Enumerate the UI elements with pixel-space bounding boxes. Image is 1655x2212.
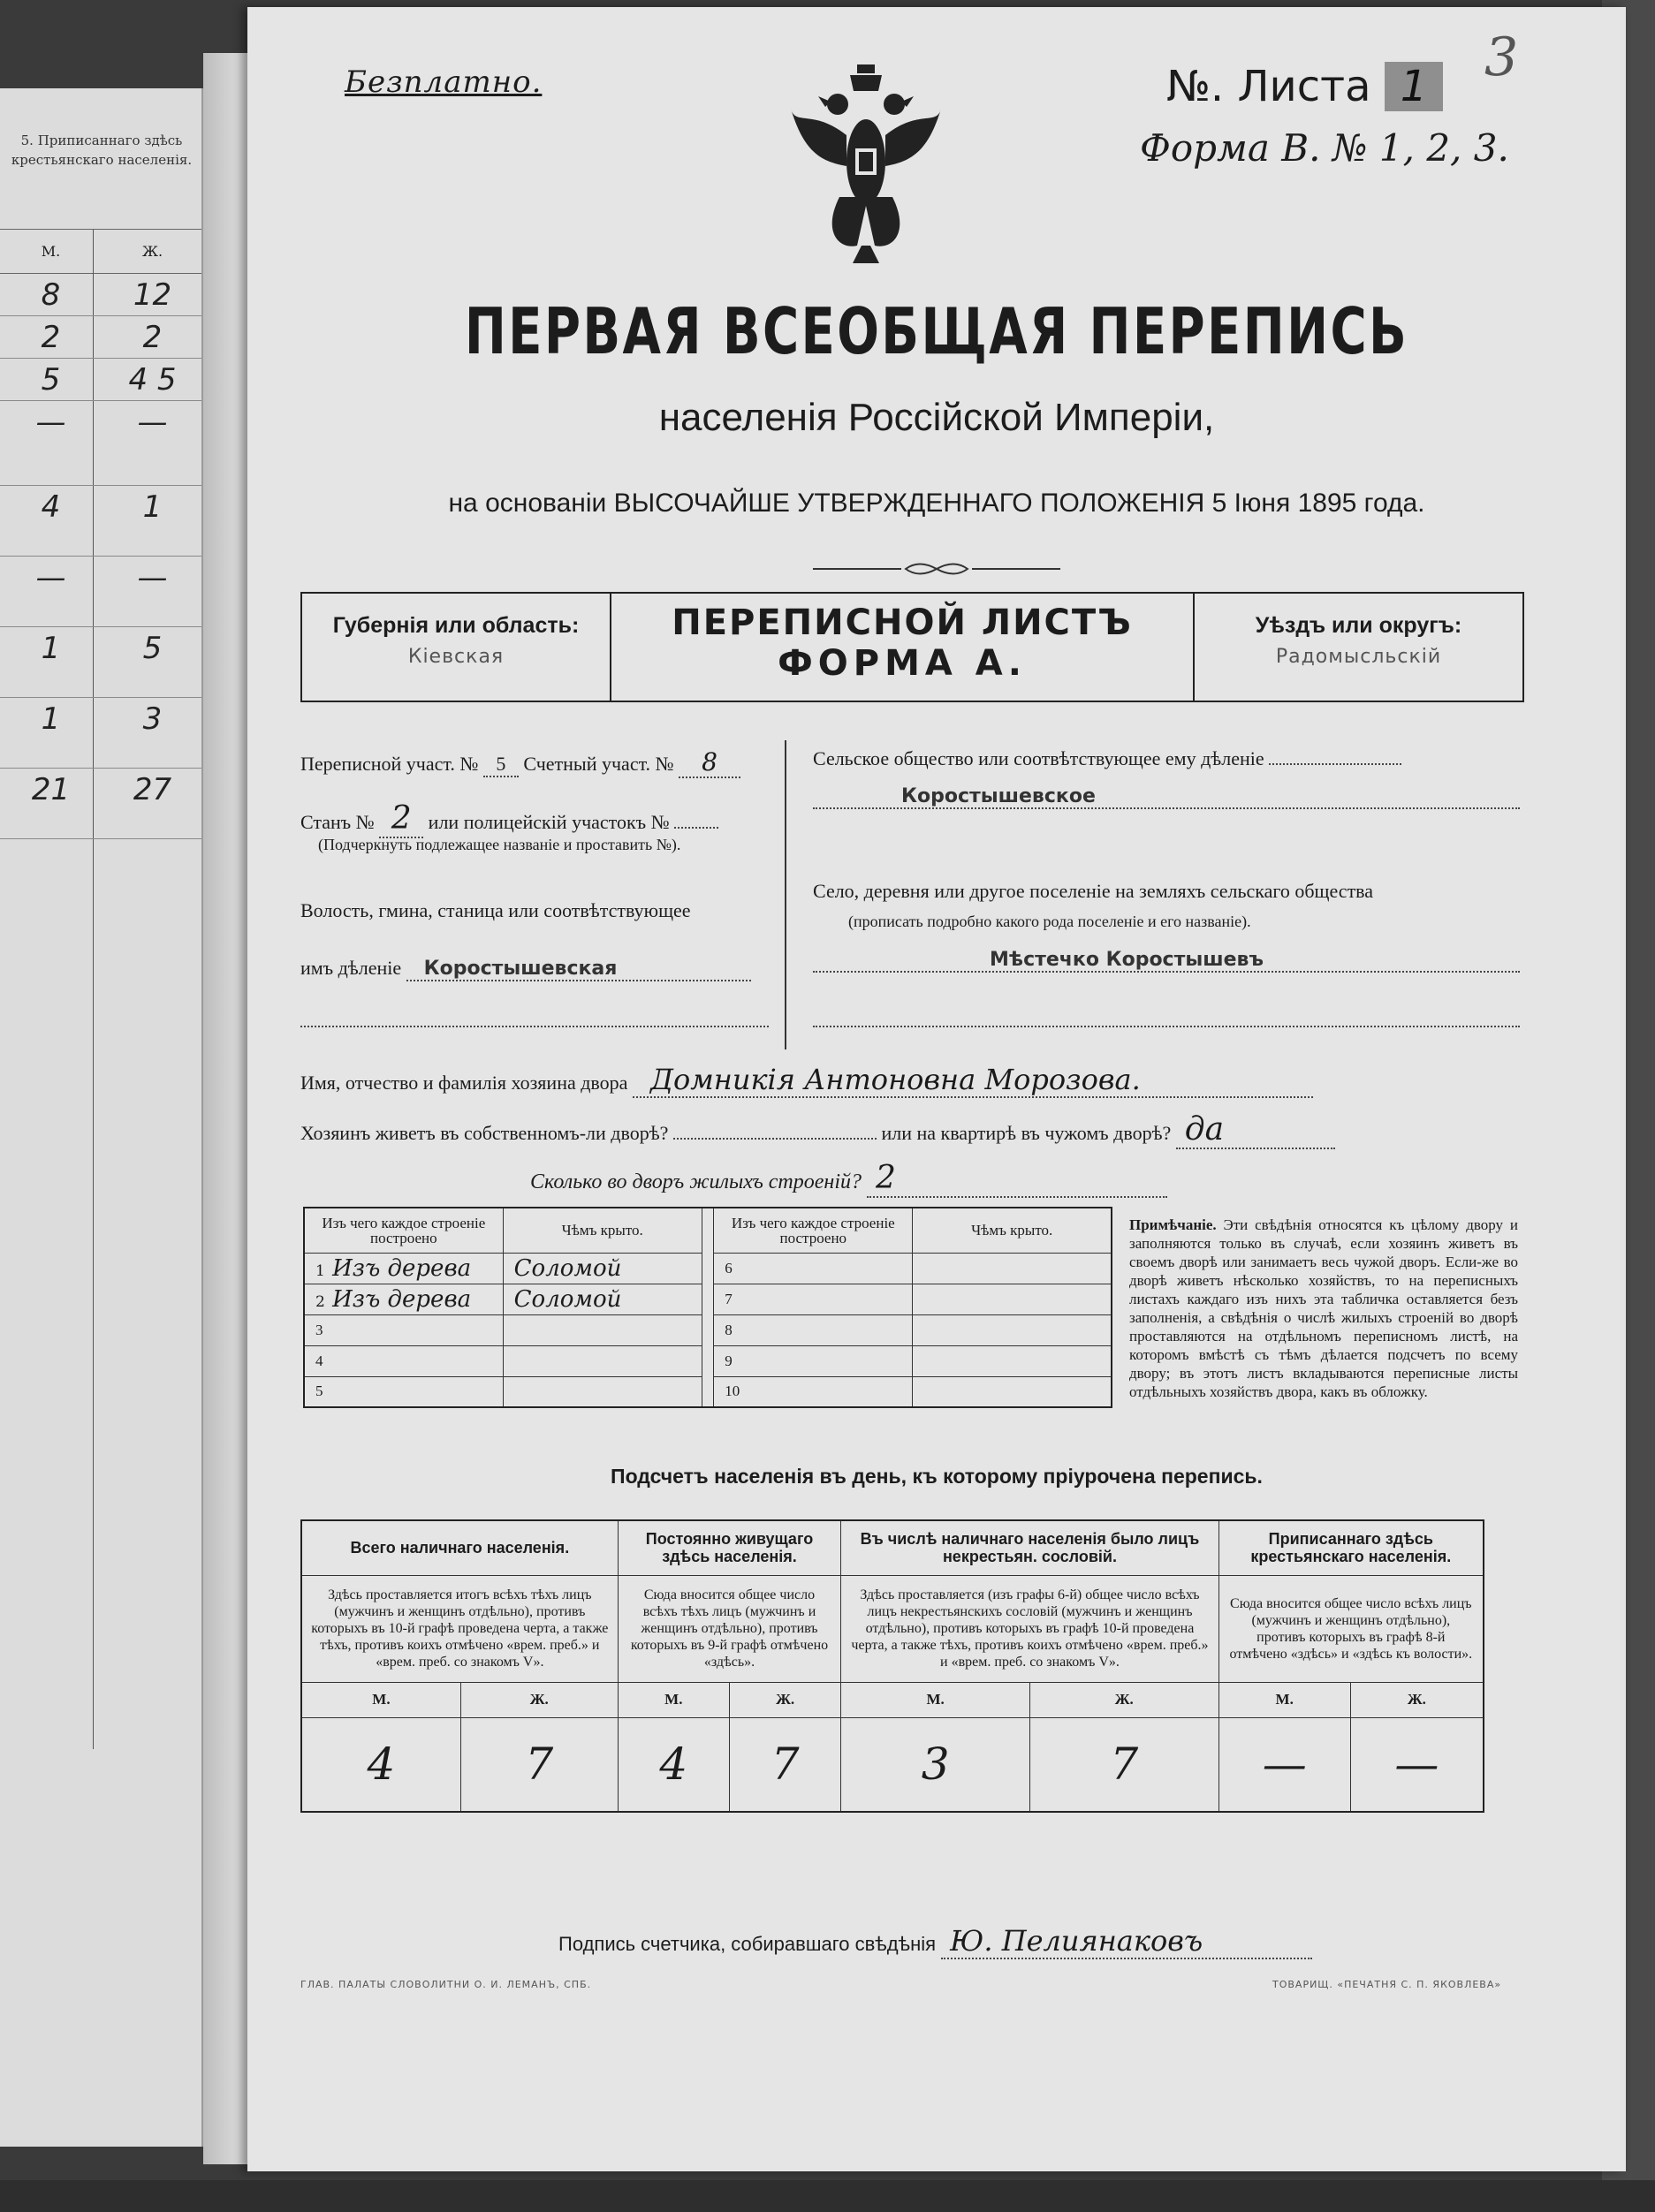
footnote xyxy=(1129,1216,1518,1401)
table-row: 1 Изъ дерева Соломой 6 xyxy=(304,1253,1112,1284)
left-row: — — xyxy=(0,401,203,486)
count-group-title: Постоянно живущаго здѣсь населенія. xyxy=(618,1520,841,1575)
left-col-zh: Ж. xyxy=(141,243,163,260)
left-row: 2 2 xyxy=(0,316,203,359)
form-title: ФОРМА А. xyxy=(778,643,1027,684)
count-value-m: 4 xyxy=(301,1717,460,1812)
volost-extra-line xyxy=(300,1010,769,1033)
left-row: — — xyxy=(0,557,203,627)
count-value-m: 3 xyxy=(841,1717,1030,1812)
fields-divider xyxy=(785,740,786,1049)
count-plot-value: 8 xyxy=(679,747,740,778)
left-row: 4 1 xyxy=(0,486,203,557)
book-spine xyxy=(203,53,247,2164)
imprint-right: ТОВАРИЩ. «ПЕЧАТНЯ С. П. ЯКОВЛЕВА» xyxy=(1272,1979,1502,1990)
document-subtitle: населенія Россійской Имперіи, xyxy=(658,396,1215,439)
census-plot-field: Переписной участ. № 5 Счетный участ. № 8 xyxy=(300,747,740,778)
list-title: ПЕРЕПИСНОЙ ЛИСТЪ xyxy=(672,602,1133,643)
left-row: 8 12 xyxy=(0,274,203,316)
count-title: Подсчетъ населенія въ день, къ которому пріурочена перепись. xyxy=(611,1465,1263,1488)
stan-value: 2 xyxy=(379,800,423,838)
signature-value: Ю. Пелиянаковъ xyxy=(941,1924,1312,1959)
page-number: 3 xyxy=(1484,27,1519,88)
owner-value: Домникія Антоновна Морозова. xyxy=(633,1063,1313,1098)
left-row: 5 4 5 xyxy=(0,359,203,401)
owner-field: Имя, отчество и фамилія хозяина двора Домникія Антоновна Морозова. xyxy=(300,1063,1313,1098)
count-value-zh: — xyxy=(1350,1717,1484,1812)
left-col-m: М. xyxy=(41,243,61,260)
village-value: Мѣстечко Коростышевъ xyxy=(813,949,1520,973)
imprint-left: ГЛАВ. ПАЛАТЫ СЛОВОЛИТНИ О. И. ЛЕМАНЪ, СПБ. xyxy=(300,1979,592,1990)
bld-h-material: Изъ чего каждое строеніе построено xyxy=(304,1208,503,1253)
count-group-desc: Здѣсь проставляется (изъ графы 6-й) общее число всѣхъ лицъ некрестьянскихъ сословій (мужчинъ и женщинъ отдѣльно), противъ которыхъ въ графѣ 10-й проведена черта, а также тѣхъ, противъ коихъ отмѣчено «врем. преб.» и «врем. преб. со знакомъ V». xyxy=(841,1575,1218,1682)
footnote-title: Примѣчаніе. xyxy=(1129,1216,1217,1233)
list-title-cell xyxy=(611,594,1195,701)
buildings-count-value: 2 xyxy=(867,1160,1167,1198)
village-value-line xyxy=(813,948,1520,973)
society-field: Сельское общество или соотвѣтствующее ему дѣленіе xyxy=(813,747,1401,770)
count-group-title: Всего наличнаго населенія. xyxy=(301,1520,618,1575)
document-title: ПЕРВАЯ ВСЕОБЩАЯ ПЕРЕПИСЬ xyxy=(464,294,1409,368)
bld-h-material-2: Изъ чего каждое строеніе построено xyxy=(714,1208,913,1253)
ornament-divider xyxy=(813,559,1060,579)
census-plot-value: 5 xyxy=(483,753,519,777)
count-value-m: 4 xyxy=(618,1717,729,1812)
table-row: 4 9 xyxy=(304,1345,1112,1376)
residence-field: Хозяинъ живетъ въ собственномъ-ли дворѣ? или на квартирѣ въ чужомъ дворѣ? да xyxy=(300,1111,1335,1149)
table-row: 2 Изъ дерева Соломой 7 xyxy=(304,1284,1112,1314)
count-group-desc: Здѣсь проставляется итогъ всѣхъ тѣхъ лицъ (мужчинъ и женщинъ отдѣльно), противъ которыхъ въ 10-й графѣ проведена черта, а также тѣхъ, противъ коихъ отмѣчено «врем. преб.» и «врем. преб. со знакомъ V». xyxy=(301,1575,618,1682)
form-handwritten-note: Форма В. № 1, 2, 3. xyxy=(1140,126,1509,170)
left-page-header: 5. Приписаннаго здѣсь крестьянскаго населенія. xyxy=(0,115,203,230)
count-group-desc: Сюда вносится общее число всѣхъ тѣхъ лицъ (мужчинъ и женщинъ отдѣльно), противъ которыхъ въ 9-й графѣ отмѣчено «здѣсь». xyxy=(618,1575,841,1682)
stan-note: (Подчеркнуть подлежащее названіе и проставить №). xyxy=(318,836,681,853)
free-label: Безплатно. xyxy=(345,64,543,100)
society-value: Коростышевское xyxy=(813,785,1520,809)
count-group-desc: Сюда вносится общее число всѣхъ лицъ (мужчинъ и женщинъ отдѣльно), противъ которыхъ въ графѣ 8-й отмѣчено «здѣсь» и «здѣсь къ волости». xyxy=(1218,1575,1484,1682)
left-total-row: 21 27 xyxy=(0,769,203,839)
document-basis: на основаніи ВЫСОЧАЙШЕ УТВЕРЖДЕННАГО ПОЛОЖЕНІЯ 5 Іюня 1895 года. xyxy=(448,489,1425,518)
sheet-number-label: №. Листа xyxy=(1166,62,1371,111)
signature-field: Подпись счетчика, собиравшаго свѣдѣнія Ю. Пелиянаковъ xyxy=(558,1924,1312,1959)
village-note: (прописать подробно какого рода поселеніе и его названіе). xyxy=(848,913,1251,930)
bld-h-roof-2: Чѣмъ крыто. xyxy=(913,1208,1112,1253)
bld-h-roof: Чѣмъ крыто. xyxy=(503,1208,702,1253)
footnote-text: Эти свѣдѣнія относятся къ цѣлому двору и заполняются только въ случаѣ, если хозяинъ живетъ въ своемъ дворѣ или занимаетъ весь чужой дворъ. Если-же во дворѣ живетъ нѣсколько хозяйствъ, то на переписныхъ листахъ каждаго изъ нихъ эта табличка оставляется безъ заполненія, а свѣдѣнія о числѣ жилыхъ строеній во дворѣ проставляются на отдѣльномъ переписномъ листѣ, на которомъ вмѣстѣ съ тѣмъ дѣлается подсчетъ по всему двору; въ этотъ листъ вкладываются переписные листы отдѣльныхъ хозяйствъ двора, какъ въ обложку. xyxy=(1129,1216,1518,1400)
table-row: 5 10 xyxy=(304,1376,1112,1407)
population-count-table: Всего наличнаго населенія. Постоянно живущаго здѣсь населенія. Въ числѣ наличнаго населенія было лицъ некрестьян. сословій. Приписаннаго здѣсь крестьянскаго населенія. Здѣсь проставляется итогъ всѣхъ тѣхъ лицъ (мужчинъ и женщинъ отдѣльно), противъ которыхъ въ 10-й графѣ проведена черта, а также тѣхъ, противъ коихъ отмѣчено «врем. преб.» и «врем. преб. со знакомъ V». Сюда вносится общее число всѣхъ тѣхъ лицъ (мужчинъ и женщинъ отдѣльно), противъ которыхъ въ 9-й графѣ отмѣчено «здѣсь». Здѣсь проставляется (изъ графы 6-й) общее число всѣхъ лицъ некрестьянскихъ сословій (мужчинъ и женщинъ отдѣльно), противъ которыхъ въ графѣ 10-й проведена черта, а также тѣхъ, противъ коихъ отмѣчено «врем. преб.» и «врем. преб. со знакомъ V». Сюда вносится общее число всѣхъ лицъ (мужчинъ и женщинъ отдѣльно), противъ которыхъ въ графѣ 8-й отмѣчено «здѣсь» и «здѣсь къ волости». М. Ж. М. Ж. М. Ж. М. Ж. 4 7 4 7 3 7 — — xyxy=(300,1519,1484,1813)
count-group-title: Приписаннаго здѣсь крестьянскаго населенія. xyxy=(1218,1520,1484,1575)
background-bottom xyxy=(0,2180,1655,2212)
table-row: 3 8 xyxy=(304,1314,1112,1345)
double-headed-eagle-icon xyxy=(786,56,945,268)
left-row: 1 5 xyxy=(0,627,203,698)
gubernia-value: Кіевская xyxy=(407,646,505,668)
stan-field: Станъ № 2 или полицейскій участокъ № xyxy=(300,800,718,838)
header-box xyxy=(300,592,1524,702)
left-row: 1 3 xyxy=(0,698,203,769)
sheet-number-value: 1 xyxy=(1385,62,1444,111)
gubernia-label: Губернія или область: xyxy=(332,613,580,638)
village-label: Село, деревня или другое поселеніе на земляхъ сельскаго общества xyxy=(813,880,1374,902)
left-page-fragment xyxy=(0,88,203,2147)
volost-field: имъ дѣленіе Коростышевская xyxy=(300,957,751,981)
count-value-zh: 7 xyxy=(729,1717,840,1812)
census-sheet xyxy=(247,7,1626,2171)
society-value-line xyxy=(813,784,1520,809)
buildings-count-field: Сколько во дворъ жилыхъ строеній? 2 xyxy=(530,1160,1167,1198)
uezd-cell xyxy=(1195,594,1522,701)
sheet-number xyxy=(1166,62,1443,111)
uezd-label: Уѣздъ или округъ: xyxy=(1255,613,1462,638)
village-extra-line xyxy=(813,1010,1520,1033)
buildings-table xyxy=(303,1207,1112,1408)
left-page-subheader xyxy=(0,230,203,274)
count-value-zh: 7 xyxy=(1029,1717,1218,1812)
gubernia-cell xyxy=(302,594,611,701)
rent-value: да xyxy=(1176,1111,1335,1149)
count-group-title: Въ числѣ наличнаго населенія было лицъ некрестьян. сословій. xyxy=(841,1520,1218,1575)
volost-value: Коростышевская xyxy=(406,958,751,981)
volost-label-1: Волость, гмина, станица или соотвѣтствующее xyxy=(300,899,691,921)
uezd-value: Радомысльскій xyxy=(1275,646,1442,668)
count-value-zh: 7 xyxy=(460,1717,618,1812)
count-value-m: — xyxy=(1218,1717,1350,1812)
